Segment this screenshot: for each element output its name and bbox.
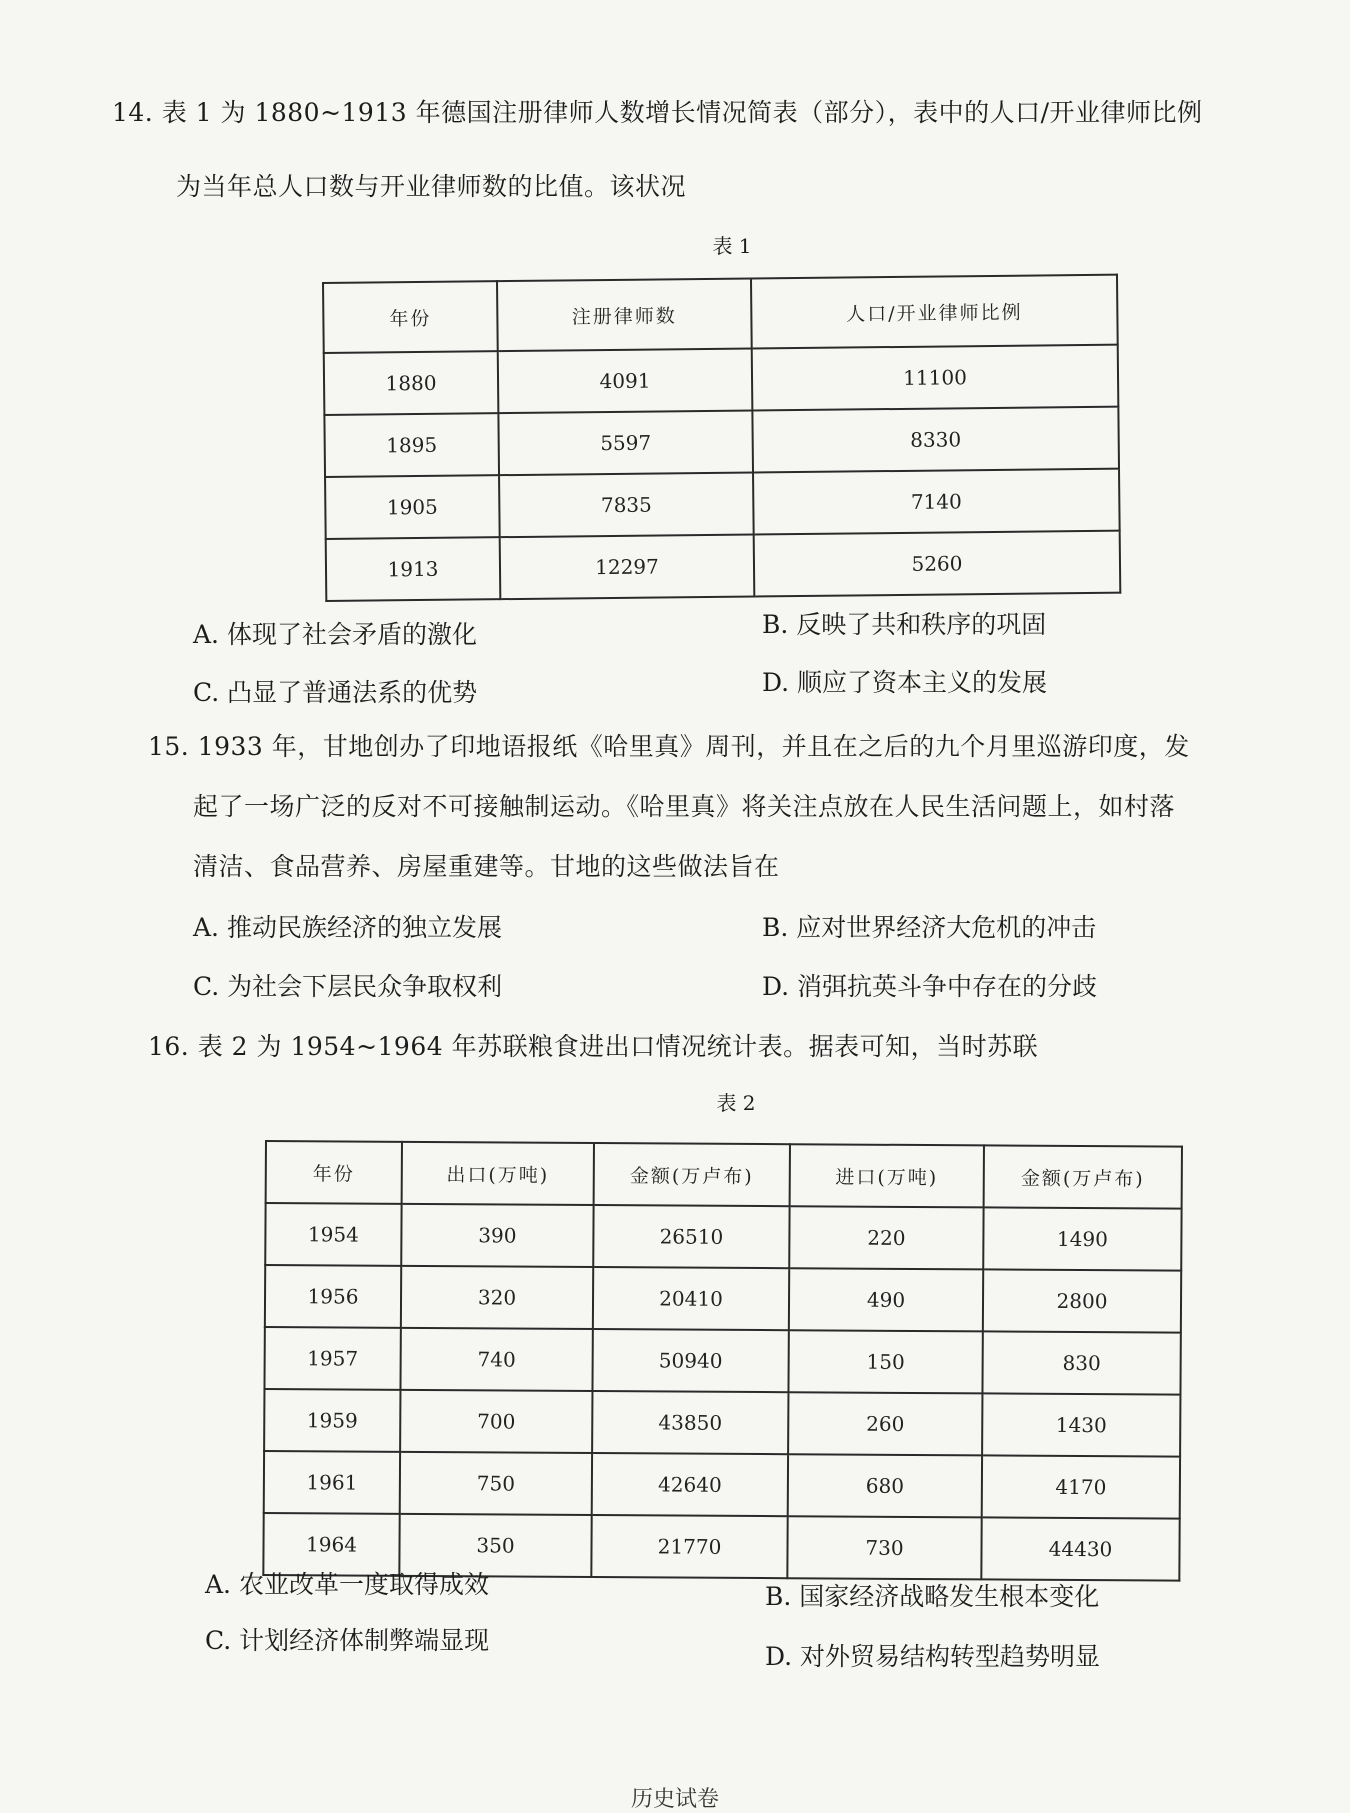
table-row — [324, 345, 1119, 415]
table1-cell: 4091 — [498, 349, 753, 414]
table1-cell: 1913 — [326, 537, 501, 601]
table2-cell: 490 — [789, 1268, 983, 1331]
table2-header-row — [266, 1141, 1182, 1209]
table2-header-cell: 出口(万吨) — [402, 1142, 594, 1205]
table2-cell: 390 — [401, 1204, 593, 1267]
table1 — [322, 274, 1121, 602]
table1-cell: 1880 — [324, 351, 499, 415]
q16-option-b[interactable]: B. 国家经济战略发生根本变化 — [765, 1582, 1100, 1611]
table1-header-cell: 年份 — [323, 281, 498, 353]
table2-cell: 260 — [788, 1392, 982, 1455]
table2-cell: 43850 — [592, 1391, 788, 1454]
table1-cell: 11100 — [752, 345, 1119, 411]
q14-option-d[interactable]: D. 顺应了资本主义的发展 — [762, 668, 1048, 697]
table2-cell: 1954 — [265, 1203, 401, 1266]
q15-option-a[interactable]: A. 推动民族经济的独立发展 — [193, 913, 502, 942]
table2-cell: 1956 — [265, 1265, 401, 1328]
q16-option-a[interactable]: A. 农业改革一度取得成效 — [205, 1570, 489, 1599]
q15-stem-line3: 清洁、食品营养、房屋重建等。甘地的这些做法旨在 — [193, 852, 780, 881]
table2-cell: 320 — [401, 1266, 593, 1329]
table2-cell: 50940 — [592, 1329, 788, 1392]
table2-cell: 1957 — [264, 1327, 400, 1390]
table-row — [326, 531, 1121, 601]
q15-stem-line2: 起了一场广泛的反对不可接触制运动。《哈里真》将关注点放在人民生活问题上，如村落 — [193, 792, 1176, 821]
table1-caption: 表 1 — [712, 234, 752, 258]
table1-cell: 7140 — [753, 469, 1120, 535]
table2-cell: 350 — [399, 1514, 591, 1577]
table1-header-cell: 注册律师数 — [497, 279, 752, 352]
q14-option-b[interactable]: B. 反映了共和秩序的巩固 — [762, 610, 1047, 639]
table2-cell: 1964 — [263, 1513, 399, 1576]
q14-stem-line1: 14. 表 1 为 1880~1913 年德国注册律师人数增长情况简表（部分），表中的人口/开业律师比例 — [112, 98, 1203, 127]
table1-cell: 5597 — [498, 411, 753, 476]
table2-cell: 830 — [982, 1331, 1180, 1394]
table2-cell: 1961 — [264, 1451, 400, 1514]
q14-option-c[interactable]: C. 凸显了普通法系的优势 — [193, 678, 478, 707]
table2 — [262, 1140, 1183, 1582]
table2-cell: 680 — [788, 1454, 982, 1517]
table2-cell: 1490 — [983, 1207, 1181, 1270]
table2-caption: 表 2 — [716, 1091, 756, 1115]
table-row — [265, 1265, 1181, 1333]
table1-header-row — [323, 275, 1118, 353]
table-row — [264, 1451, 1180, 1519]
table2-cell: 20410 — [593, 1267, 789, 1330]
table2-cell: 150 — [788, 1330, 982, 1393]
table2-header-cell: 金额(万卢布) — [594, 1143, 790, 1206]
table2-cell: 220 — [789, 1206, 983, 1269]
table-row — [265, 1203, 1181, 1271]
table2-cell: 42640 — [592, 1453, 788, 1516]
table2-cell: 1430 — [982, 1393, 1180, 1456]
table2-cell: 2800 — [983, 1269, 1181, 1332]
table2-cell: 1959 — [264, 1389, 400, 1452]
table-row — [325, 469, 1120, 539]
q14-option-a[interactable]: A. 体现了社会矛盾的激化 — [193, 620, 477, 649]
table2-header-cell: 金额(万卢布) — [984, 1145, 1182, 1208]
table2-cell: 26510 — [593, 1205, 789, 1268]
q16-option-c[interactable]: C. 计划经济体制弊端显现 — [205, 1626, 490, 1655]
table1-cell: 7835 — [499, 472, 754, 537]
table-row — [264, 1327, 1180, 1395]
table-row — [264, 1389, 1180, 1457]
table1-cell: 5260 — [754, 531, 1121, 597]
table2-cell: 44430 — [981, 1517, 1179, 1580]
table2-cell: 21770 — [591, 1515, 787, 1578]
table1-cell: 12297 — [500, 534, 755, 599]
q16-option-d[interactable]: D. 对外贸易结构转型趋势明显 — [765, 1642, 1101, 1671]
q15-option-c[interactable]: C. 为社会下层民众争取权利 — [193, 972, 503, 1001]
q15-stem-line1: 15. 1933 年，甘地创办了印地语报纸《哈里真》周刊，并且在之后的九个月里巡游印度，发 — [148, 732, 1190, 761]
table2-cell: 700 — [400, 1390, 592, 1453]
table2-header-cell: 进口(万吨) — [790, 1144, 984, 1207]
q14-stem-line2: 为当年总人口数与开业律师数的比值。该状况 — [176, 172, 687, 201]
table-row — [324, 407, 1119, 477]
q15-option-b[interactable]: B. 应对世界经济大危机的冲击 — [762, 913, 1097, 942]
table2-cell: 740 — [400, 1328, 592, 1391]
q16-stem-line1: 16. 表 2 为 1954~1964 年苏联粮食进出口情况统计表。据表可知，当时苏联 — [148, 1032, 1039, 1061]
table2-header-cell: 年份 — [266, 1141, 402, 1204]
table2-cell: 730 — [787, 1516, 981, 1579]
table2-cell: 4170 — [982, 1455, 1180, 1518]
table1-cell: 1895 — [324, 413, 499, 477]
table1-cell: 8330 — [752, 407, 1119, 473]
page-footer: 历史试卷 — [630, 1787, 719, 1812]
q15-option-d[interactable]: D. 消弭抗英斗争中存在的分歧 — [762, 972, 1098, 1001]
table2-cell: 750 — [400, 1452, 592, 1515]
table1-header-cell: 人口/开业律师比例 — [751, 275, 1118, 349]
table1-cell: 1905 — [325, 475, 500, 539]
